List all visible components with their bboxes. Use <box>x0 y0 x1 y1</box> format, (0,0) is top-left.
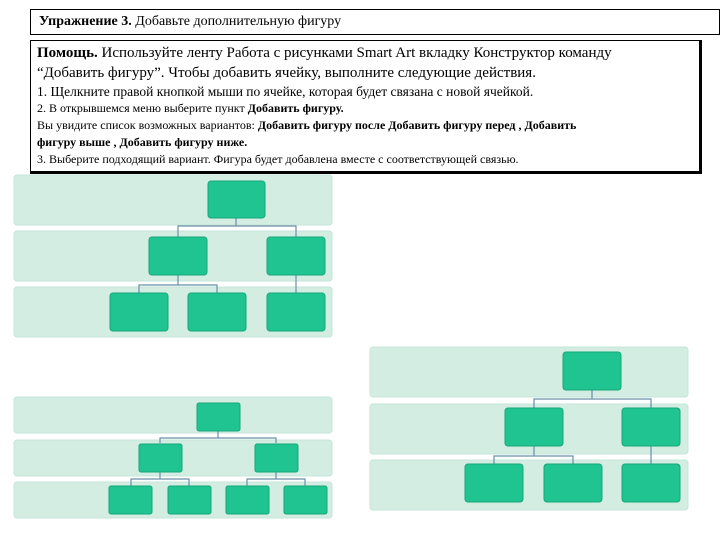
options-list-2: фигуру выше , Добавить фигуру ниже. <box>37 135 248 149</box>
smartart-node[interactable] <box>208 181 265 218</box>
step-2-command: Добавить фигуру. <box>247 101 344 115</box>
exercise-text: Добавьте дополнительную фигуру <box>135 14 342 29</box>
smartart-node[interactable] <box>139 444 182 472</box>
smartart-node[interactable] <box>110 293 168 331</box>
help-paragraph-1-cont: “Добавить фигуру”. Чтобы добавить ячейку, выполните следующие действия. <box>37 65 536 81</box>
diagram-bottom-right <box>370 347 688 510</box>
smartart-node[interactable] <box>563 352 621 390</box>
smartart-node[interactable] <box>226 486 269 514</box>
diagram-top-left <box>14 175 332 337</box>
step-3: 3. Выберите подходящий вариант. Фигура будет добавлена вместе с соответствующей связью. <box>37 152 519 166</box>
smartart-node[interactable] <box>197 403 240 431</box>
level-band <box>14 397 332 433</box>
smartart-node[interactable] <box>505 408 563 446</box>
smartart-node[interactable] <box>544 464 602 502</box>
help-text: Используйте ленту Работа с рисунками Smart Art вкладку Конструктор команду <box>101 45 612 61</box>
smartart-node[interactable] <box>267 293 325 331</box>
smartart-node[interactable] <box>622 408 680 446</box>
smartart-node[interactable] <box>622 464 680 502</box>
level-band <box>370 347 688 397</box>
smartart-node[interactable] <box>188 293 246 331</box>
step-1: 1. Щелкните правой кнопкой мыши по ячейке, которая будет связана с новой ячейкой. <box>37 84 534 99</box>
diagram-bottom-left <box>14 397 332 518</box>
options-intro: Вы увидите список возможных вариантов: <box>37 118 255 132</box>
level-band <box>14 175 332 225</box>
smartart-node[interactable] <box>284 486 327 514</box>
help-label: Помощь. <box>37 45 98 61</box>
exercise-label: Упражнение 3. <box>39 14 132 29</box>
smartart-node[interactable] <box>109 486 152 514</box>
step-2-text: 2. В открывшемся меню выберите пункт <box>37 101 245 115</box>
options-list-1: Добавить фигуру после Добавить фигуру перед , Добавить <box>257 118 577 132</box>
smartart-node[interactable] <box>267 237 325 275</box>
smartart-node[interactable] <box>168 486 211 514</box>
smartart-node[interactable] <box>255 444 298 472</box>
smartart-node[interactable] <box>149 237 207 275</box>
smartart-node[interactable] <box>465 464 523 502</box>
